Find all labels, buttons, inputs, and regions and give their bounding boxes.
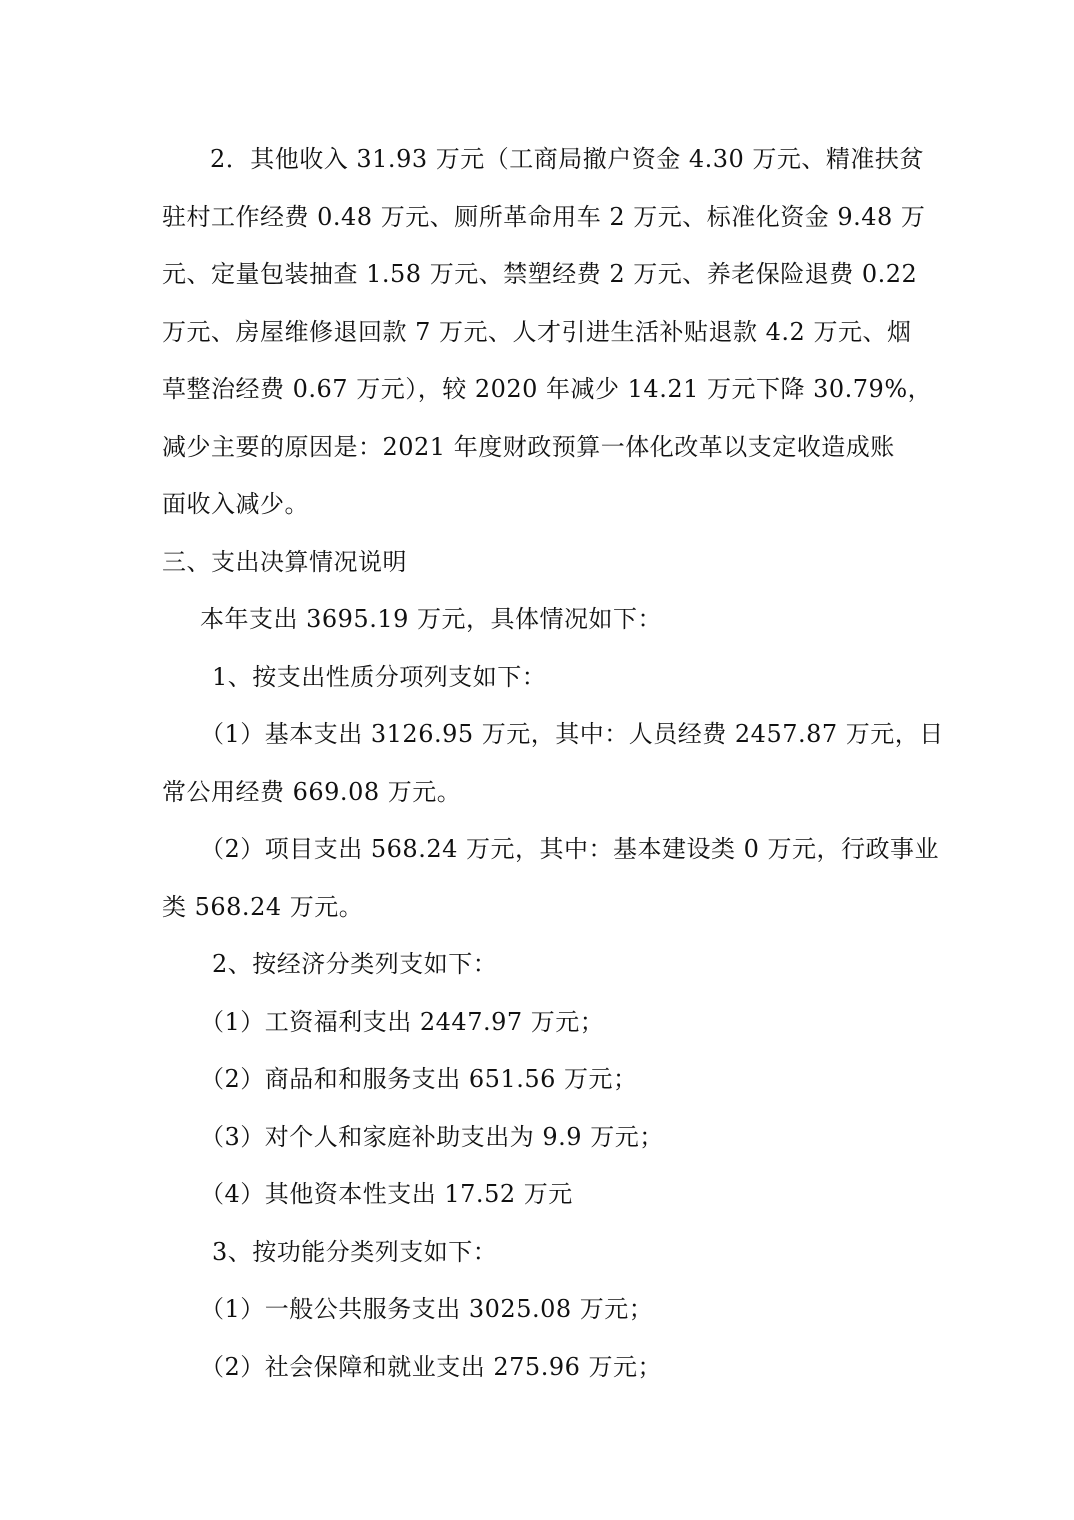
section-heading: 三、支出决算情况说明 <box>162 547 407 576</box>
list-item-public-services: （1）一般公共服务支出 3025.08 万元； <box>200 1295 654 1323</box>
list-item-goods-services: （2）商品和和服务支出 651.56 万元； <box>200 1065 638 1093</box>
paragraph-line-1: 2．其他收入 31.93 万元（工商局撤户资金 4.30 万元、精准扶贫 <box>210 145 924 173</box>
list-item-basic-expenditure-cont: 常公用经费 669.08 万元。 <box>162 777 462 806</box>
list-item-social-security: （2）社会保障和就业支出 275.96 万元； <box>200 1352 663 1381</box>
list-item-capital: （4）其他资本性支出 17.52 万元 <box>200 1180 573 1208</box>
subsection-heading-3: 3、按功能分类列支如下： <box>212 1237 498 1266</box>
paragraph-line-7: 面收入减少。 <box>162 490 309 518</box>
expenditure-summary: 本年支出 3695.19 万元，具体情况如下： <box>200 605 663 633</box>
list-item-project-expenditure-cont: 类 568.24 万元。 <box>162 892 364 921</box>
list-item-wages: （1）工资福利支出 2447.97 万元； <box>200 1007 605 1036</box>
list-item-basic-expenditure: （1）基本支出 3126.95 万元，其中：人员经费 2457.87 万元，日 <box>200 720 944 748</box>
document-body <box>162 136 944 1401</box>
paragraph-line-4: 万元、房屋维修退回款 7 万元、人才引进生活补贴退款 4.2 万元、烟 <box>162 317 912 346</box>
list-item-subsidies: （3）对个人和家庭补助支出为 9.9 万元； <box>200 1122 664 1151</box>
paragraph-line-2: 驻村工作经费 0.48 万元、厕所革命用车 2 万元、标准化资金 9.48 万 <box>162 202 926 231</box>
paragraph-line-5: 草整治经费 0.67 万元），较 2020 年减少 14.21 万元下降 30.79%， <box>162 375 933 403</box>
list-item-project-expenditure: （2）项目支出 568.24 万元，其中：基本建设类 0 万元，行政事业 <box>200 835 940 863</box>
paragraph-line-6: 减少主要的原因是：2021 年度财政预算一体化改革以支定收造成账 <box>162 432 895 461</box>
subsection-heading-2: 2、按经济分类列支如下： <box>212 950 498 978</box>
paragraph-line-3: 元、定量包装抽查 1.58 万元、禁塑经费 2 万元、养老保险退费 0.22 <box>162 260 918 288</box>
subsection-heading-1: 1、按支出性质分项列支如下： <box>212 662 547 691</box>
